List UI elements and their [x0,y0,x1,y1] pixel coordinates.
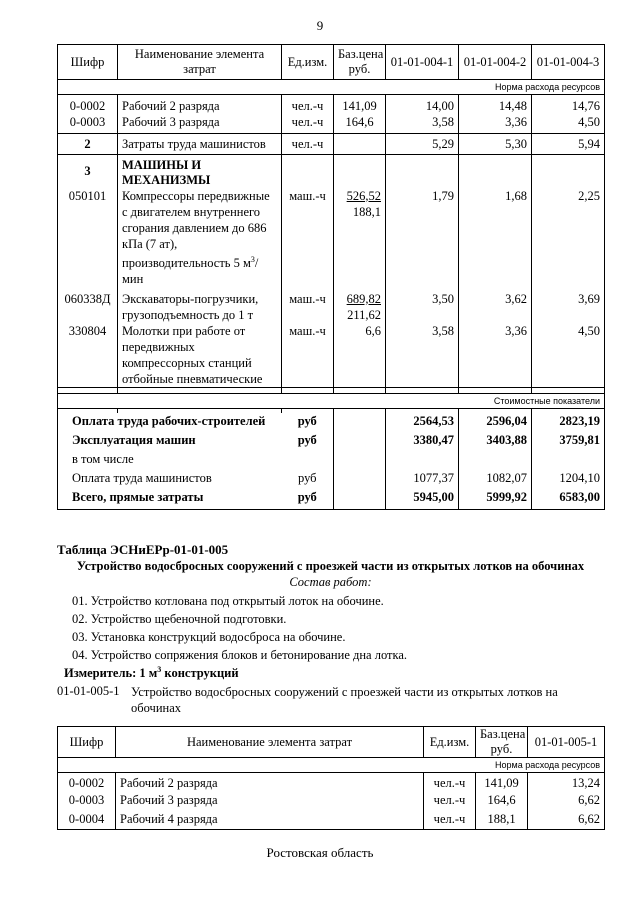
header-unit: Ед.изм. [282,45,334,80]
total-value-2: 5999,92 [459,489,532,510]
section-row [58,154,605,188]
row-name: Затраты труда машинистов [118,133,282,154]
row-price: 188,1 [476,811,528,830]
table-row [58,188,605,291]
row-code: 0-0002 [69,99,106,113]
work-item: 04. Устройство сопряжения блоков и бетонирование дна лотка. [72,648,408,662]
total-value-2: 2596,04 [459,413,532,432]
row-code: 060338Д [64,291,111,306]
row-value-1: 14,00 [386,95,459,115]
row-unit: маш.-ч [282,323,334,388]
total-row [58,470,605,489]
measure-unit: Измеритель: 1 $м^3$ конструкций [64,665,239,681]
row-code: 0-0004 [68,811,105,826]
row-price [334,133,386,154]
header-col-3: 01-01-004-3 [532,45,605,80]
row-unit: чел.-ч [424,811,476,830]
table-row [58,792,605,811]
total-row [58,489,605,510]
header-name: Наименование элемента затрат [116,727,424,758]
row-value-1: 6,62 [528,811,605,830]
composition-label: Состав работ: [289,575,372,589]
row-price: 164,6 [334,114,386,133]
total-value-1: 2564,53 [386,413,459,432]
row-name: Рабочий 2 разряда [116,773,424,792]
row-price: 6,6 [334,323,386,388]
row-unit: чел.-ч [424,792,476,811]
total-value-3: 6583,00 [532,489,605,510]
row-code: 0-0002 [68,776,105,790]
row-name: Рабочий 4 разряда [116,811,424,830]
row-name: Рабочий 3 разряда [118,114,282,133]
total-name: в том числе [72,451,134,466]
row-value-1: 1,79 [386,188,459,291]
header-unit: Ед.изм. [424,727,476,758]
row-price: 164,6 [476,792,528,811]
total-value-3: 3759,81 [532,432,605,451]
work-item: 01. Устройство котлована под открытый лоток на обочине. [72,594,384,608]
norm-label-row [58,80,605,95]
table-subtitle: Устройство водосбросных сооружений с проезжей части из открытых лотков на обочинах [76,559,585,573]
header-name: Наименование элемента затрат [118,45,282,80]
row-price: 141,09 [476,773,528,792]
total-row [58,413,605,432]
row-code: 050101 [68,188,107,203]
total-value-2: 3403,88 [459,432,532,451]
header-code: Шифр [58,727,116,758]
section-code: 3 [84,163,91,178]
header-code: Шифр [58,45,118,80]
total-row [58,451,605,470]
row-value-2: 14,48 [459,95,532,115]
header-col-2: 01-01-004-2 [459,45,532,80]
total-row [58,432,605,451]
table-title: Таблица ЭСНиЕРр-01-01-005 [57,542,229,557]
resource-table-004 [57,44,605,510]
table-row [58,291,605,323]
table-row [58,323,605,388]
row-value-1: 3,58 [386,114,459,133]
item-description: Устройство водосбросных сооружений с проезжей части из открытых лотков на обочинах [131,685,558,715]
norm-label: Норма расхода ресурсов [58,758,605,773]
row-value-3: 4,50 [532,323,605,388]
table-row [58,773,605,792]
total-unit: руб [297,432,317,447]
total-name: Оплата труда рабочих-строителей [72,413,266,428]
row-value-3: 5,94 [532,133,605,154]
total-unit: руб [297,413,317,428]
total-value-1: 1077,37 [386,470,459,489]
row-code: 0-0003 [68,792,105,807]
row-code: 0-0003 [58,114,118,133]
section-name: МАШИНЫ И МЕХАНИЗМЫ [118,154,282,188]
total-value-1: 3380,47 [386,432,459,451]
total-name: Всего, прямые затраты [72,489,204,504]
row-value-1: 6,62 [528,792,605,811]
header-col-1: 01-01-005-1 [528,727,605,758]
row-unit: маш.-ч [282,188,334,291]
row-value-3: 2,25 [532,188,605,291]
row-value-1: 13,24 [528,773,605,792]
table-row [58,133,605,154]
header-price: Баз.цена руб. [334,45,386,80]
norm-label: Норма расхода ресурсов [58,80,605,95]
row-value-3: 14,76 [532,95,605,115]
cost-label: Стоимостные показатели [58,393,605,408]
page-footer: Ростовская область [266,845,374,860]
row-value-2: 3,36 [459,114,532,133]
row-value-2: 3,62 [459,291,532,323]
work-item: 03. Установка конструкций водосброса на обочине. [72,630,346,644]
row-name: Компрессоры передвижные с двигателем внутреннего сгорания давлением до 686 кПа (7 ат), производительность 5 $м^3$/мин [118,188,282,291]
total-name: Оплата труда машинистов [72,470,212,485]
table-header-row [58,45,605,80]
row-value-1: 5,29 [386,133,459,154]
item-code: 01-01-005-1 [57,684,120,698]
table-header-row [58,727,605,758]
total-value-1: 5945,00 [386,489,459,510]
norm-label-row [58,758,605,773]
row-name: Рабочий 2 разряда [118,95,282,115]
table-row [58,114,605,133]
row-unit: чел.-ч [282,95,334,115]
row-price: 141,09 [334,95,386,115]
row-unit: маш.-ч [282,291,334,323]
total-value-2: 1082,07 [459,470,532,489]
row-value-1: 3,58 [386,323,459,388]
row-value-3: 3,69 [532,291,605,323]
work-item: 02. Устройство щебеночной подготовки. [72,612,287,626]
cost-label-row [58,393,605,408]
total-unit: руб [297,489,317,504]
total-name: Эксплуатация машин [72,432,196,447]
row-name: Молотки при работе от передвижных компрессорных станций отбойные пневматические [118,323,282,388]
row-value-1: 3,50 [386,291,459,323]
row-code: 330804 [58,323,118,388]
row-price: 526,52 188,1 [334,188,386,291]
row-code: 2 [58,133,118,154]
resource-table-005 [57,726,605,830]
table-row [58,811,605,830]
row-unit: чел.-ч [424,773,476,792]
row-value-2: 1,68 [459,188,532,291]
header-price: Баз.цена руб. [476,727,528,758]
total-unit: руб [297,470,317,485]
row-name: Экскаваторы-погрузчики, грузоподъемность до 1 т [118,291,282,323]
total-value-3: 2823,19 [532,413,605,432]
table-row [58,95,605,115]
row-value-2: 3,36 [459,323,532,388]
row-value-2: 5,30 [459,133,532,154]
page-number: 9 [316,18,324,33]
row-value-3: 4,50 [532,114,605,133]
row-unit: чел.-ч [282,114,334,133]
row-unit: чел.-ч [282,133,334,154]
row-price: 689,82 211,62 [334,291,386,323]
total-value-3: 1204,10 [532,470,605,489]
header-col-1: 01-01-004-1 [386,45,459,80]
row-name: Рабочий 3 разряда [116,792,424,811]
